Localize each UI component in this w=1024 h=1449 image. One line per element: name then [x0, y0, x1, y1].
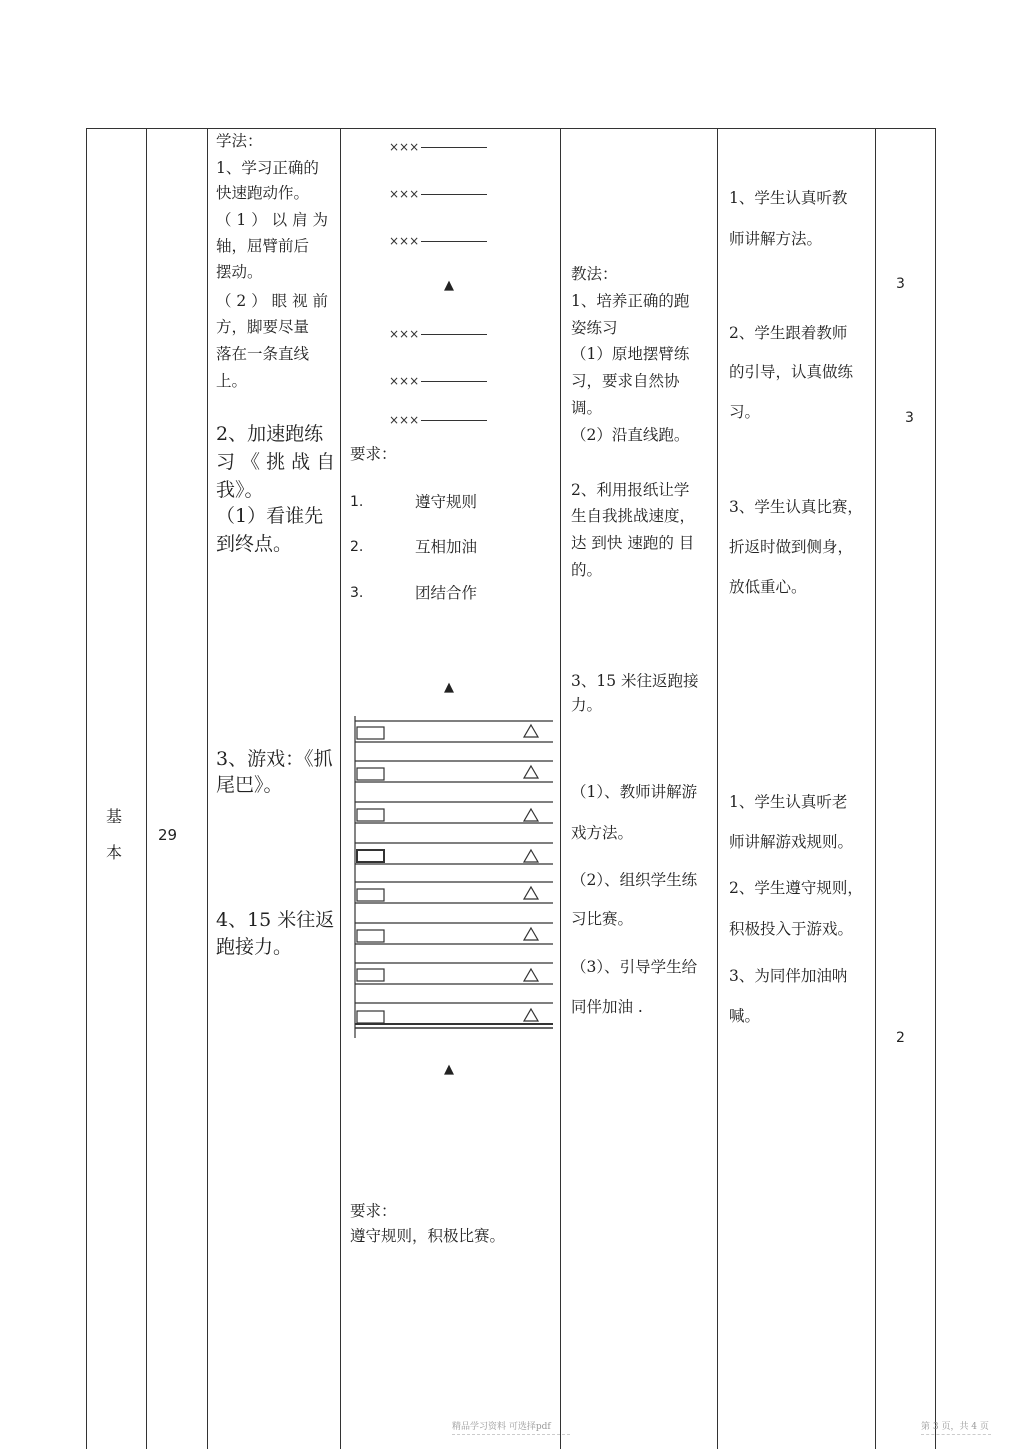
method4-line4: 习比赛。	[571, 910, 634, 928]
student3-line3: 放低重心。	[729, 578, 807, 596]
student4-line3: 2、学生遵守规则，	[729, 879, 863, 897]
table-border-6	[717, 128, 718, 1449]
formation-row-3: ×××	[389, 234, 487, 248]
footer-left: 精品学习资料 可选择pdf	[452, 1422, 551, 1432]
org-req-text-3: 团结合作	[415, 584, 478, 602]
content-item2-line4: （1）看谁先	[216, 505, 324, 527]
footer-right-dash	[921, 1434, 991, 1435]
student3-line2: 折返时做到侧身，	[729, 538, 854, 556]
section-label-1: 基	[106, 807, 123, 826]
table-top-border	[86, 128, 936, 129]
student3-line1: 3、学生认真比赛，	[729, 498, 863, 516]
method1-line2: 姿练习	[571, 319, 618, 337]
content-item2-line2: 习 《 挑 战 自	[216, 451, 336, 473]
content-item1-line1: 1、学习正确的	[216, 159, 319, 177]
content-item2-line1: 2、加速跑练	[216, 423, 324, 445]
time-value: 29	[158, 826, 178, 844]
learning-label: 学法：	[216, 132, 263, 150]
content-item1-sub1-line1: （ 1 ） 以 肩 为	[216, 211, 328, 229]
relay-lanes-diagram	[350, 712, 560, 1042]
content-item3-line1: 3、游戏：《抓	[216, 748, 333, 770]
method4-line5: （3）、引导学生给	[571, 958, 698, 976]
method3-line1: 3、15 米往返跑接	[571, 672, 699, 690]
method1-line1: 1、培养正确的跑	[571, 292, 690, 310]
method2-line2: 生自我挑战速度，	[571, 507, 696, 525]
method3-line2: 力。	[571, 696, 603, 714]
formation-row-2: ×××	[389, 187, 487, 201]
method-label: 教法：	[571, 265, 618, 283]
table-border-2	[146, 128, 147, 1449]
count-value-3: 2	[896, 1030, 905, 1046]
footer-right: 第 3 页，共 4 页	[921, 1422, 989, 1432]
table-border-4	[340, 128, 341, 1449]
relay-req-label: 要求：	[350, 1202, 397, 1220]
org-req-num-2: 2.	[350, 539, 364, 555]
content-item1-sub2-line2: 方，脚要尽量	[216, 318, 310, 336]
method1-line6: （2）沿直线跑。	[571, 426, 690, 444]
formation-row-4: ×××	[389, 327, 487, 341]
table-border-7	[875, 128, 876, 1449]
org-req-num-3: 3.	[350, 585, 364, 601]
content-item4-line2: 跑接力。	[216, 936, 293, 958]
method1-line4: 习，要求自然协	[571, 372, 680, 390]
teacher-marker-1: ▲	[444, 278, 454, 293]
method2-line1: 2、利用报纸让学	[571, 481, 690, 499]
content-item3-line2: 尾巴》。	[216, 774, 283, 796]
method4-line1: （1）、教师讲解游	[571, 783, 698, 801]
student2-line1: 2、学生跟着教师	[729, 324, 848, 342]
student4-line5: 3、为同伴加油呐	[729, 967, 848, 985]
org-req-text-1: 遵守规则	[415, 493, 478, 511]
table-border-1	[86, 128, 87, 1449]
student2-line3: 习。	[729, 403, 761, 421]
content-item1-sub2-line4: 上。	[216, 372, 248, 390]
content-item1-sub1-line2: 轴，屈臂前后	[216, 237, 310, 255]
student4-line4: 积极投入于游戏。	[729, 920, 854, 938]
table-border-3	[207, 128, 208, 1449]
formation-row-6: ×××	[389, 413, 487, 427]
formation-row-1: ×××	[389, 140, 487, 154]
student2-line2: 的引导，认真做练	[729, 363, 854, 381]
org-req-num-1: 1.	[350, 494, 364, 510]
section-label-2: 本	[106, 843, 123, 862]
content-item4-line1: 4、15 米往返	[216, 909, 335, 931]
content-item2-line5: 到终点。	[216, 533, 293, 555]
table-border-8	[935, 128, 936, 1449]
content-item2-line3: 我》。	[216, 479, 264, 501]
content-item1-sub2-line3: 落在一条直线	[216, 345, 310, 363]
method1-line5: 调。	[571, 399, 603, 417]
student4-line6: 喊。	[729, 1007, 761, 1025]
relay-req-text: 遵守规则，积极比赛。	[350, 1227, 506, 1245]
method4-line3: （2）、组织学生练	[571, 871, 698, 889]
method1-line3: （1）原地摆臂练	[571, 345, 690, 363]
method4-line6: 同伴加油 .	[571, 998, 643, 1016]
teacher-marker-3: ▲	[444, 1062, 454, 1077]
content-item1-sub2-line1: （ 2 ） 眼 视 前	[216, 292, 328, 310]
org-req-label: 要求：	[350, 445, 397, 463]
content-item1-line2: 快速跑动作。	[216, 184, 310, 202]
student4-line2: 师讲解游戏规则。	[729, 833, 854, 851]
method4-line2: 戏方法。	[571, 824, 634, 842]
content-item1-sub1-line3: 摆动。	[216, 263, 263, 281]
table-border-5	[560, 128, 561, 1449]
student4-line1: 1、学生认真听老	[729, 793, 848, 811]
method2-line3: 达 到快 速跑的 目	[571, 534, 695, 552]
footer-left-dash	[452, 1434, 570, 1435]
count-value-2: 3	[905, 410, 914, 426]
count-value-1: 3	[896, 276, 905, 292]
student1-line2: 师讲解方法。	[729, 230, 823, 248]
method2-line4: 的。	[571, 561, 603, 579]
student1-line1: 1、学生认真听教	[729, 189, 848, 207]
formation-row-5: ×××	[389, 374, 487, 388]
teacher-marker-2: ▲	[444, 680, 454, 695]
org-req-text-2: 互相加油	[415, 538, 478, 556]
